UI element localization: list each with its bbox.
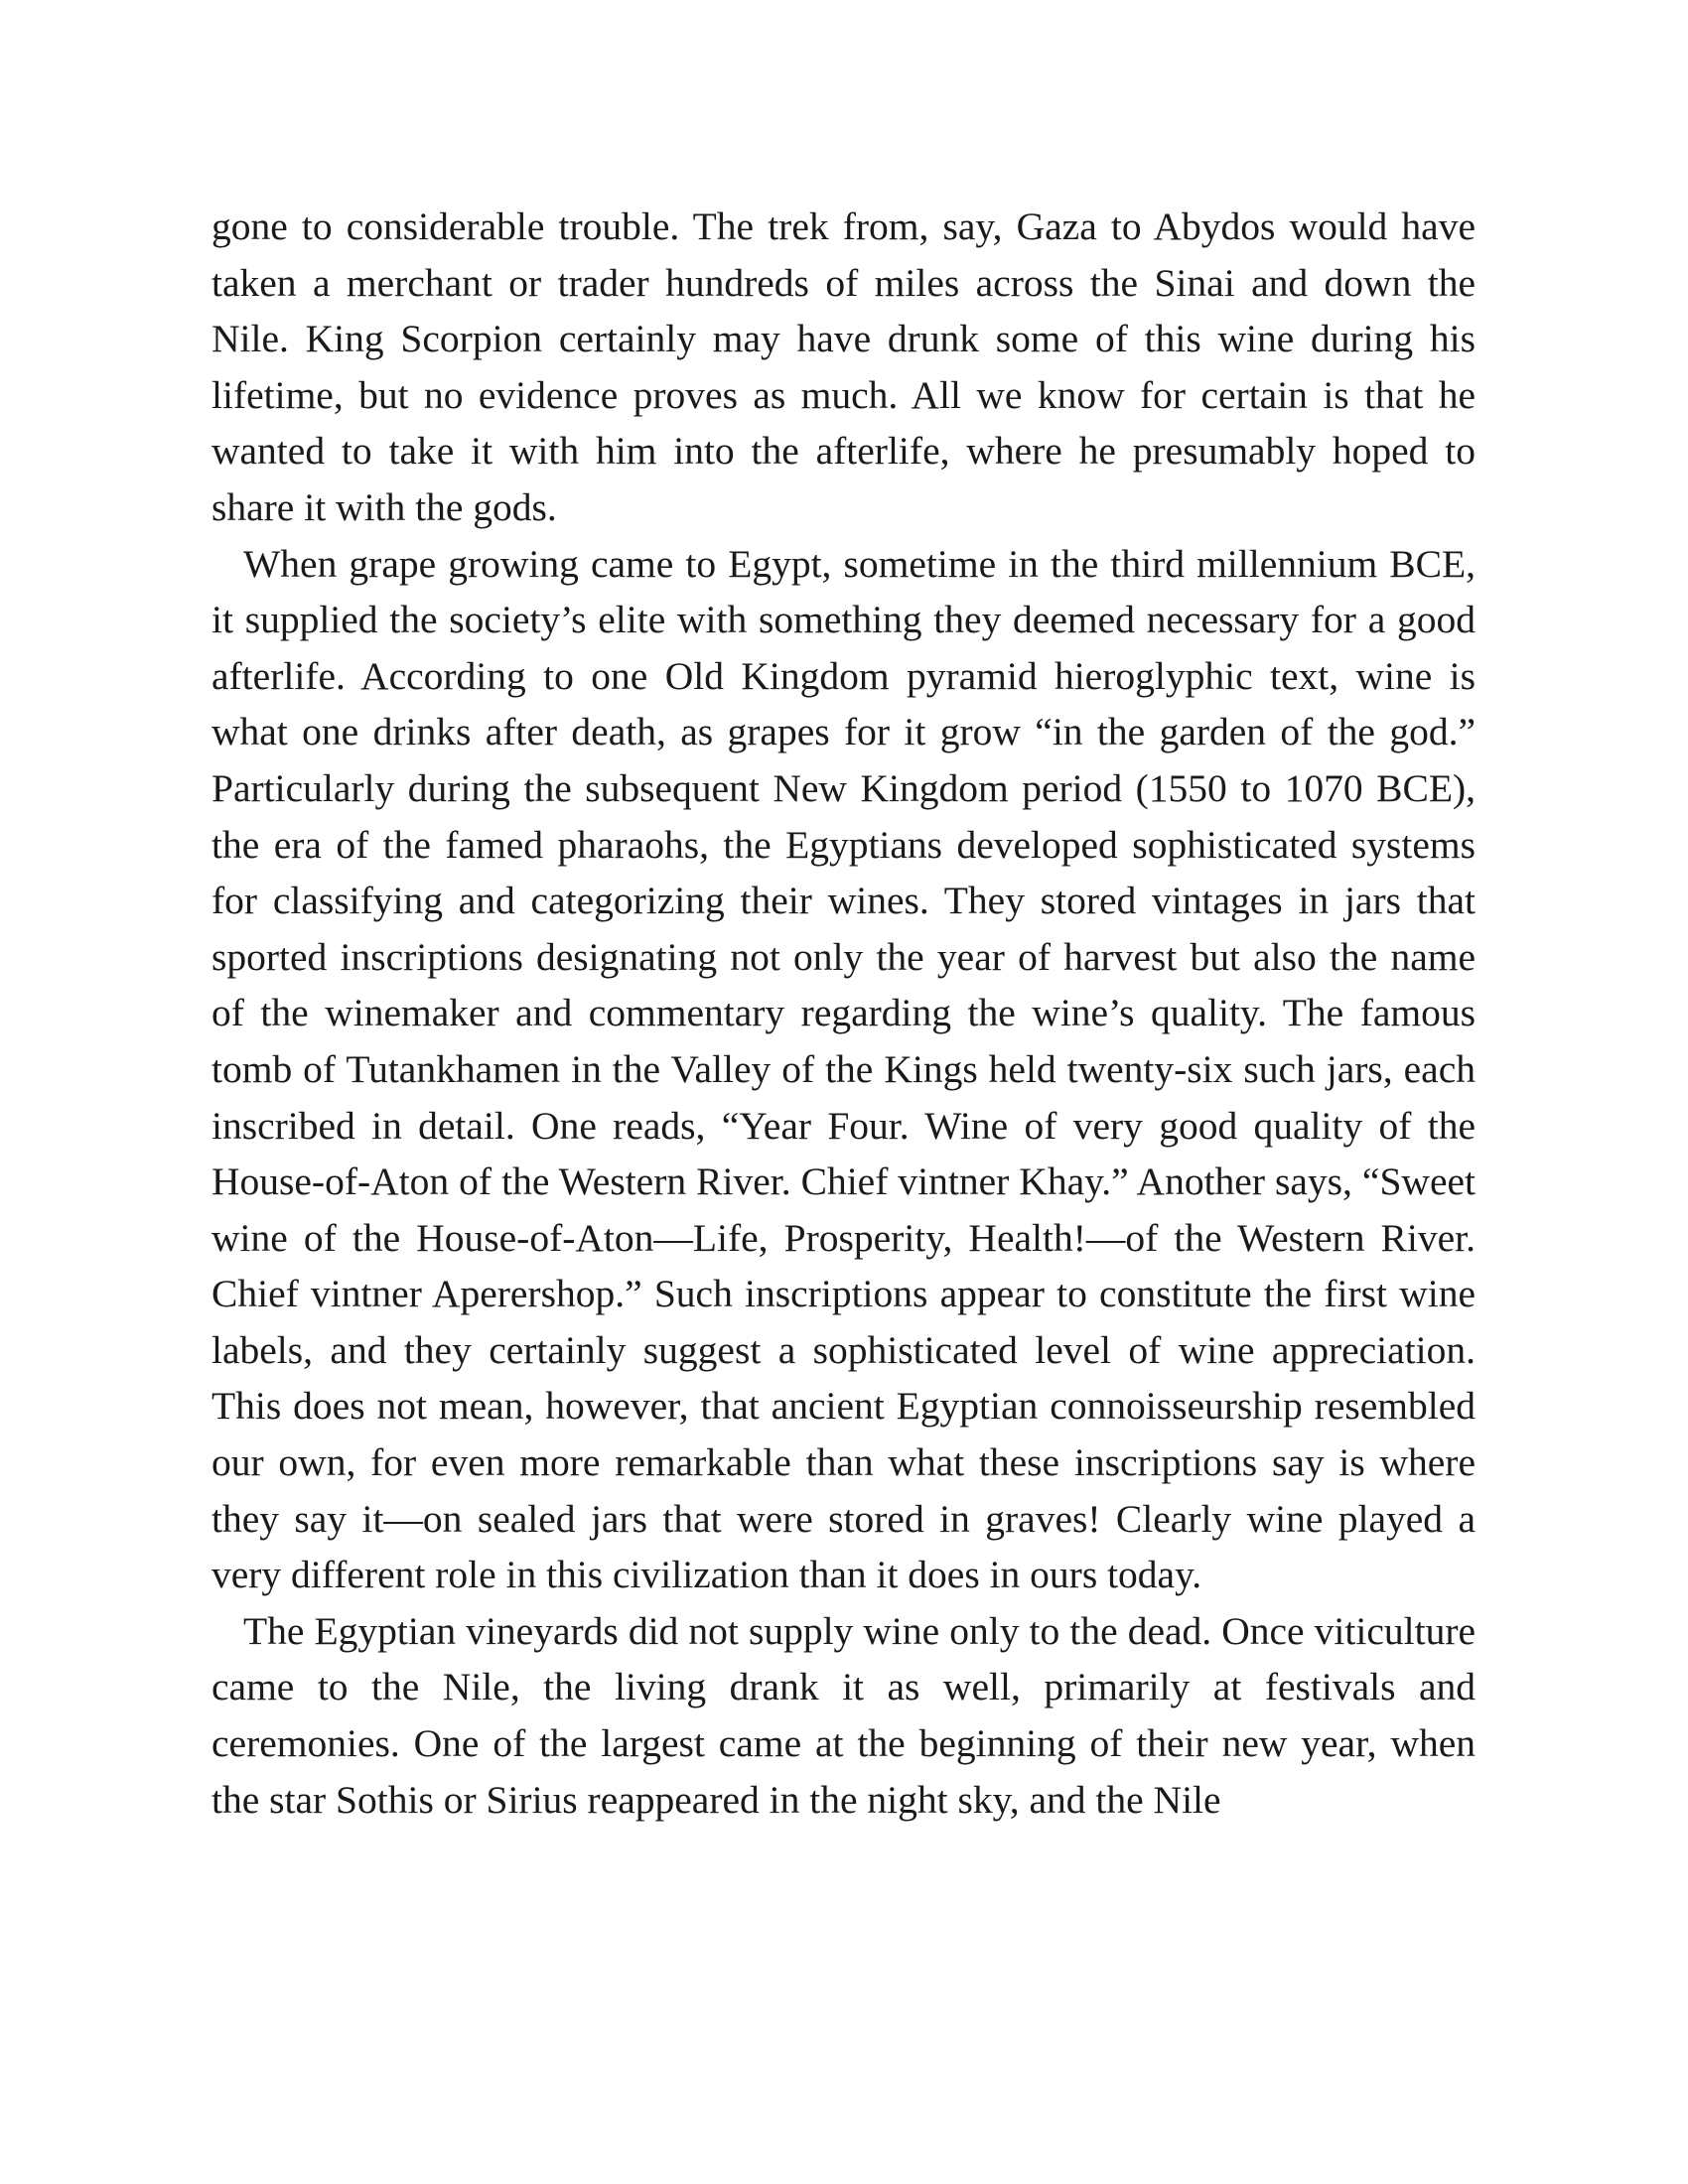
body-text bbox=[211, 199, 1476, 1828]
paragraph-2: When grape growing came to Egypt, sometime in the third millennium BCE, it supplied the society’s elite with something they deemed necessary for a good afterlife. According to one Old Kingdom pyramid hieroglyphic text, wine is what one drinks after death, as grapes for it grow “in the garden of the god.” Particularly during the subsequent New Kingdom period (1550 to 1070 BCE), the era of the famed pharaohs, the Egyptians developed sophisticated systems for classifying and categorizing their wines. They stored vintages in jars that sported inscriptions designating not only the year of harvest but also the name of the winemaker and commentary regarding the wine’s quality. The famous tomb of Tutankhamen in the Valley of the Kings held twenty-six such jars, each inscribed in detail. One reads, “Year Four. Wine of very good quality of the House-of-Aton of the Western River. Chief vintner Khay.” Another says, “Sweet wine of the House-of-Aton—Life, Prosperity, Health!—of the Western River. Chief vintner Aperershop.” Such inscriptions appear to constitute the first wine labels, and they certainly suggest a sophisticated level of wine appreciation. This does not mean, however, that ancient Egyptian connoisseurship resembled our own, for even more remarkable than what these inscriptions say is where they say it—on sealed jars that were stored in graves! Clearly wine played a very different role in this civilization than it does in ours today. bbox=[211, 541, 1476, 1597]
paragraph-1: gone to considerable trouble. The trek from, say, Gaza to Abydos would have taken a merchant or trader hundreds of miles across the Sinai and down the Nile. King Scorpion certainly may have drunk some of this wine during his lifetime, but no evidence proves as much. All we know for certain is that he wanted to take it with him into the afterlife, where he presumably hoped to share it with the gods. bbox=[211, 205, 1476, 529]
paragraph-3: The Egyptian vineyards did not supply wine only to the dead. Once viticulture came to the Nile, the living drank it as well, primarily at festivals and ceremonies. One of the largest came at the beginning of their new year, when the star Sothis or Sirius reappeared in the night sky, and the Nile bbox=[211, 1608, 1476, 1822]
